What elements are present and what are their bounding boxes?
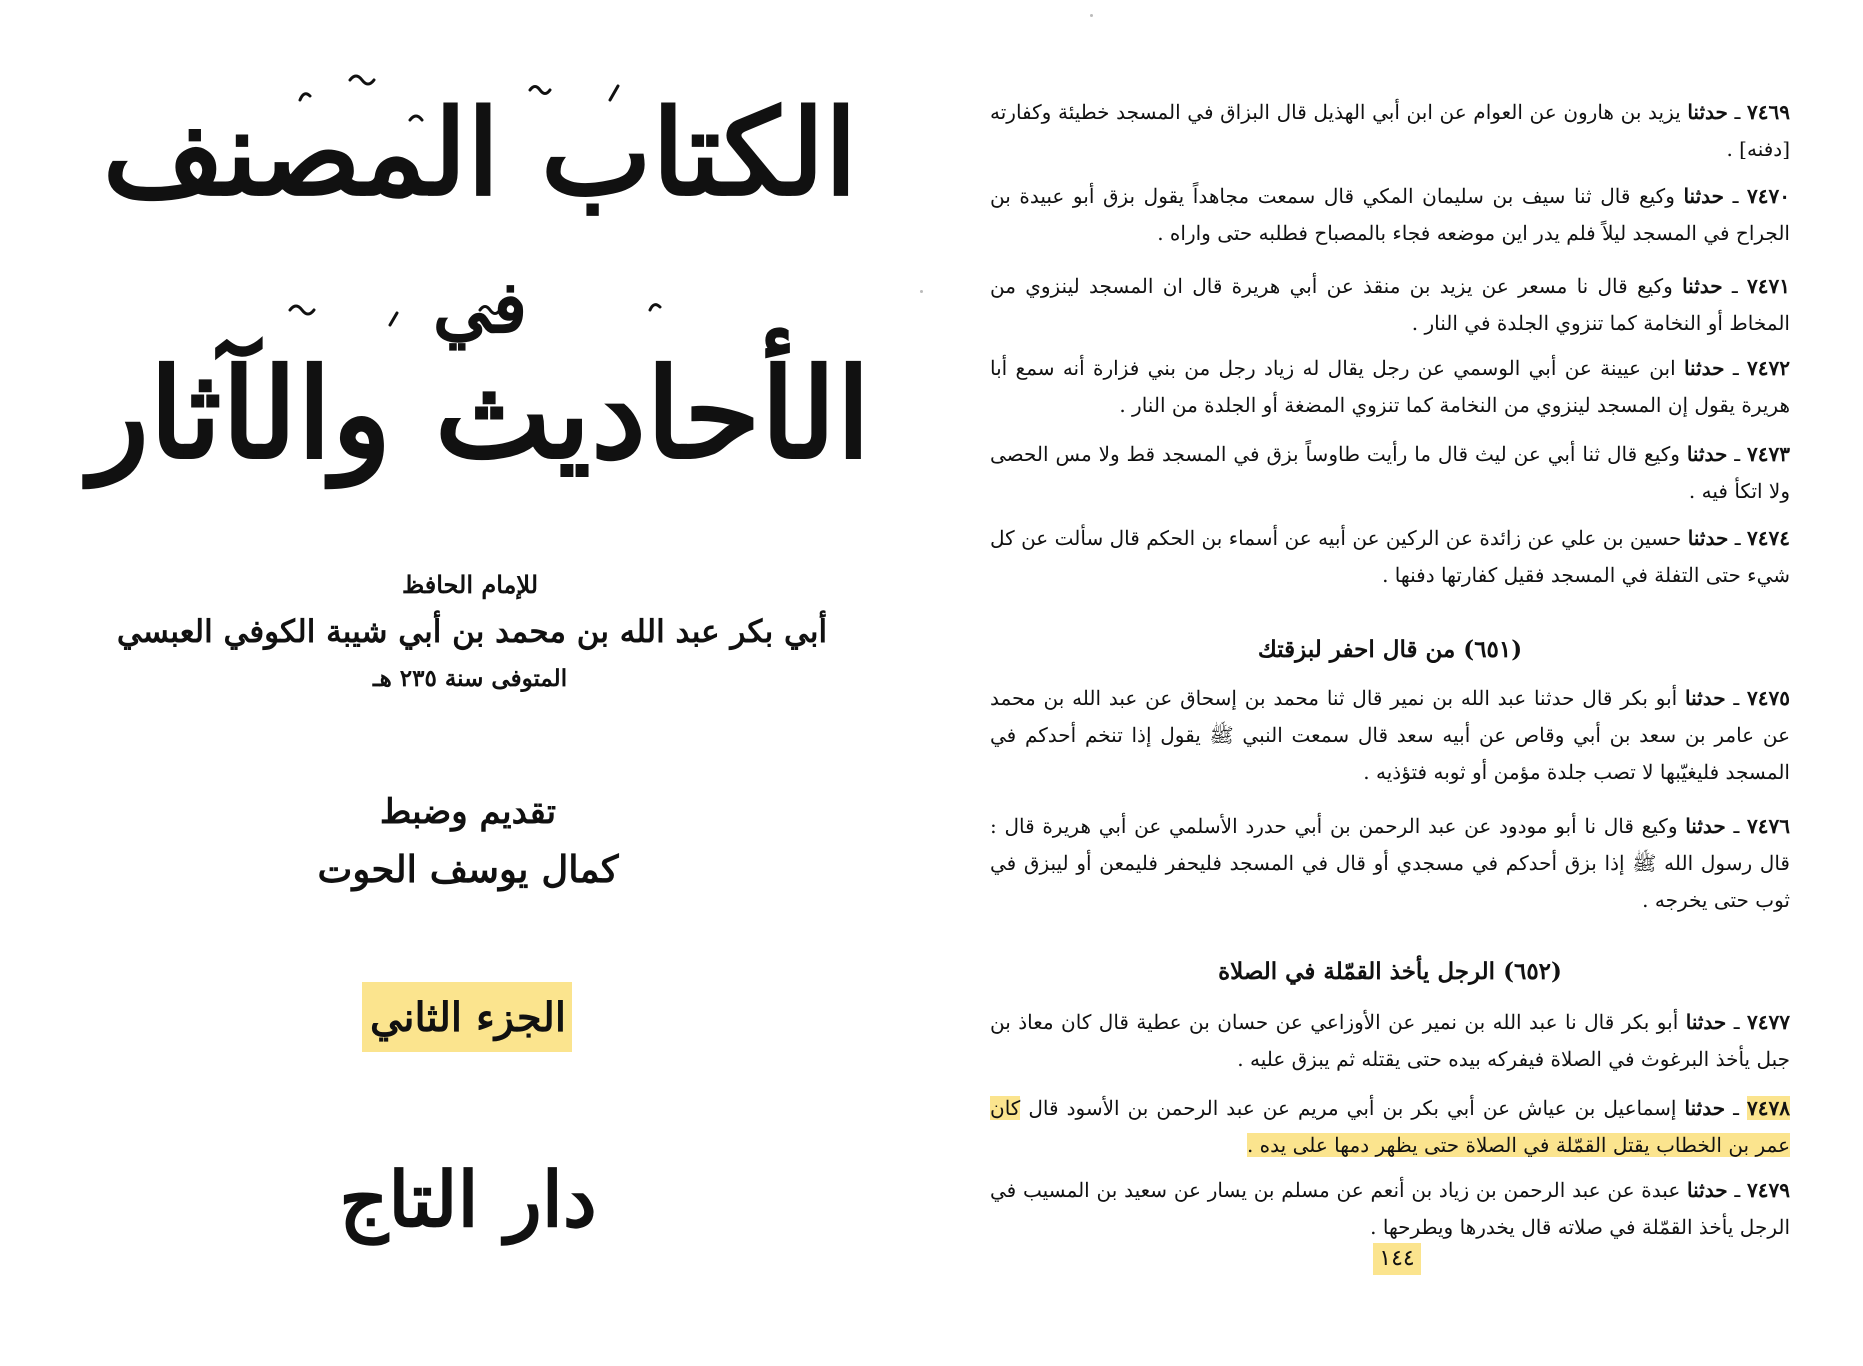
hadith-7472: ٧٤٧٢ ـ حدثنا ابن عيينة عن أبي الوسمي عن رجل يقال له زياد رجل من بني فزارة أنه سمع أبا هريرة يقول إن المسجد لينزوي من النخامة كما تنزوي المضغة أو الجلدة من النار . <box>990 356 1790 417</box>
hadith-label: حدثنا <box>1686 442 1728 466</box>
hadith-7470: ٧٤٧٠ ـ حدثنا وكيع قال ثنا سيف بن سليمان المكي قال سمعت مجاهداً يقول بزق أبو عبيدة بن الجراح في المسجد ليلاً فلم يدر اين موضعه فجاء بالمصباح فطلبه حتى واراه . <box>990 184 1791 245</box>
hadith-text: حسين بن علي عن زائدة عن الركين عن أبيه عن أسماء بن الحكم قال سألت عن كل شيء حتى التفلة في المسجد فقيل كفارتها دفنها . <box>990 526 1790 587</box>
hadith-label: حدثنا <box>1682 274 1723 298</box>
hadith-number: ٧٤٧٩ <box>1747 1178 1791 1202</box>
book-title-line2: في <box>432 264 528 349</box>
book-title-line3: الأحاديث والآثار <box>89 342 871 487</box>
hadith-text: عبدة عن عبد الرحمن بن زياد بن أنعم عن مسلم بن يسار عن سعيد بن المسيب في الرجل يأخذ القمّلة في صلاته قال يخدرها ويطرحها . <box>990 1178 1790 1239</box>
hadith-number: ٧٤٧٥ <box>1747 686 1791 710</box>
hadith-text: وكيع قال نا أبو مودود عن عبد الرحمن بن أبي حدرد الأسلمي عن أبي هريرة قال : قال رسول الله ﷺ إذا بزق أحدكم في مسجدي أو قال في المسجد فليحفر فليمعن أو ليبزق في ثوب حتى يخرجه . <box>990 814 1790 912</box>
hadith-text: إسماعيل بن عياش عن أبي بكر بن أبي مريم عن عبد الرحمن بن الأسود قال <box>1028 1096 1677 1120</box>
hadith-text: ابن عيينة عن أبي الوسمي عن رجل يقال له زياد رجل من بني فزارة أنه سمع أبا هريرة يقول إن المسجد لينزوي من النخامة كما تنزوي المضغة أو الجلدة من النار . <box>990 356 1790 417</box>
hadith-7474: ٧٤٧٤ ـ حدثنا حسين بن علي عن زائدة عن الركين عن أبيه عن أسماء بن الحكم قال سألت عن كل شيء حتى التفلة في المسجد فقيل كفارتها دفنها . <box>990 526 1790 587</box>
hadith-label: حدثنا <box>1687 526 1729 550</box>
hadith-7476: ٧٤٧٦ ـ حدثنا وكيع قال نا أبو مودود عن عبد الرحمن بن أبي حدرد الأسلمي عن أبي هريرة قال : قال رسول الله ﷺ إذا بزق أحدكم في مسجدي أو قال في المسجد فليحفر فليمعن أو ليبزق في ثوب حتى يخرجه . <box>990 814 1790 912</box>
hadith-label: حدثنا <box>1684 1096 1726 1120</box>
hadith-text: يزيد بن هارون عن العوام عن ابن أبي الهذيل قال البزاق في المسجد خطيئة وكفارته [دفنه] . <box>990 100 1790 161</box>
hadith-7478: ٧٤٧٨ ـ حدثنا إسماعيل بن عياش عن أبي بكر بن أبي مريم عن عبد الرحمن بن الأسود قال كان عمر بن الخطاب يقتل القمّلة في الصلاة حتى يظهر دمها على يده . <box>990 1096 1791 1157</box>
hadith-7477: ٧٤٧٧ ـ حدثنا أبو بكر قال نا عبد الله بن نمير عن الأوزاعي عن حسان بن عطية قال كان معاذ بن جبل يأخذ البرغوث في الصلاة فيفركه بيده حتى يقتله ثم يبزق عليه . <box>990 1010 1791 1071</box>
chapter-heading-652: (٦٥٢) الرجل يأخذ القمّلة في الصلاة <box>1218 958 1562 985</box>
volume-label: الجزء الثاني <box>370 994 566 1041</box>
margin-mark <box>920 290 923 293</box>
publisher-name: دار التاج <box>339 1155 597 1244</box>
hadith-text: وكيع قال ثنا أبي عن ليث قال ما رأيت طاوساً بزق في المسجد قط ولا مس الحصى ولا اتكأ فيه . <box>990 442 1790 503</box>
hadith-number: ٧٤٧٠ <box>1747 184 1791 208</box>
page-number: ١٤٤ <box>1373 1243 1421 1275</box>
editor-label: تقديم وضبط <box>379 792 557 832</box>
hadith-number: ٧٤٧٦ <box>1747 814 1790 838</box>
hadith-label: حدثنا <box>1685 814 1726 838</box>
chapter-heading-651: (٦٥١) من قال احفر لبزقتك <box>1257 636 1523 663</box>
hadith-label: حدثنا <box>1687 1178 1728 1202</box>
author-name: أبي بكر عبد الله بن محمد بن أبي شيبة الكوفي العبسي <box>116 614 828 650</box>
hadith-label: حدثنا <box>1687 100 1728 124</box>
hadith-7469: ٧٤٦٩ ـ حدثنا يزيد بن هارون عن العوام عن ابن أبي الهذيل قال البزاق في المسجد خطيئة وكفارته [دفنه] . <box>990 100 1790 161</box>
highlighted-passage: كان عمر بن الخطاب يقتل القمّلة في الصلاة حتى يظهر دمها على يده . <box>990 1096 1790 1157</box>
book-title-line1: الكتاب المصنف <box>102 83 858 222</box>
hadith-text: أبو بكر قال حدثنا عبد الله بن نمير قال ثنا محمد بن إسحاق عن عبد الله بن محمد عن عامر بن سعد بن أبي وقاص عن أبيه سعد قال سمعت النبي ﷺ يقول إذا تنخم أحدكم في المسجد فليغيّبها لا تصب جلدة مؤمن أو ثوبه فتؤذيه . <box>990 686 1790 784</box>
margin-mark <box>1090 14 1093 17</box>
editor-name: كمال يوسف الحوت <box>317 847 619 891</box>
hadith-text: وكيع قال ثنا سيف بن سليمان المكي قال سمعت مجاهداً يقول بزق أبو عبيدة بن الجراح في المسجد ليلاً فلم يدر اين موضعه فجاء بالمصباح فطلبه حتى واراه . <box>990 184 1790 245</box>
hadith-7473: ٧٤٧٣ ـ حدثنا وكيع قال ثنا أبي عن ليث قال ما رأيت طاوساً بزق في المسجد قط ولا مس الحصى ولا اتكأ فيه . <box>990 442 1791 503</box>
hadith-number: ٧٤٧٣ <box>1747 442 1791 466</box>
hadith-label: حدثنا <box>1683 184 1725 208</box>
hadith-number: ٧٤٧٢ <box>1747 356 1790 380</box>
hadith-number: ٧٤٦٩ <box>1747 100 1790 124</box>
hadith-7471: ٧٤٧١ ـ حدثنا وكيع قال نا مسعر عن يزيد بن منقذ عن أبي هريرة قال ان المسجد لينزوي من المخاط أو النخامة كما تنزوي الجلدة في النار . <box>990 274 1790 335</box>
text-page <box>990 0 1810 1366</box>
hadith-number-highlighted: ٧٤٧٨ <box>1747 1096 1791 1120</box>
hadith-7479: ٧٤٧٩ ـ حدثنا عبدة عن عبد الرحمن بن زياد بن أنعم عن مسلم بن يسار عن سعيد بن المسيب في الرجل يأخذ القمّلة في صلاته قال يخدرها ويطرحها . <box>990 1178 1791 1239</box>
hadith-text: وكيع قال نا مسعر عن يزيد بن منقذ عن أبي هريرة قال ان المسجد لينزوي من المخاط أو النخامة كما تنزوي الجلدة في النار . <box>990 274 1790 335</box>
hadith-7475: ٧٤٧٥ ـ حدثنا أبو بكر قال حدثنا عبد الله بن نمير قال ثنا محمد بن إسحاق عن عبد الله بن محمد عن عامر بن سعد بن أبي وقاص عن أبيه سعد قال سمعت النبي ﷺ يقول إذا تنخم أحدكم في المسجد فليغيّبها لا تصب جلدة مؤمن أو ثوبه فتؤذيه . <box>990 686 1791 784</box>
author-death-date: المتوفى سنة ٢٣٥ هـ <box>372 665 568 692</box>
hadith-label: حدثنا <box>1685 1010 1727 1034</box>
hadith-text: أبو بكر قال نا عبد الله بن نمير عن الأوزاعي عن حسان بن عطية قال كان معاذ بن جبل يأخذ البرغوث في الصلاة فيفركه بيده حتى يقتله ثم يبزق عليه . <box>990 1010 1790 1071</box>
hadith-number: ٧٤٧٤ <box>1747 526 1790 550</box>
author-honorific: للإمام الحافظ <box>401 570 539 599</box>
hadith-label: حدثنا <box>1683 356 1725 380</box>
hadith-label: حدثنا <box>1685 686 1726 710</box>
hadith-number: ٧٤٧٧ <box>1747 1010 1791 1034</box>
hadith-number: ٧٤٧١ <box>1747 274 1790 298</box>
